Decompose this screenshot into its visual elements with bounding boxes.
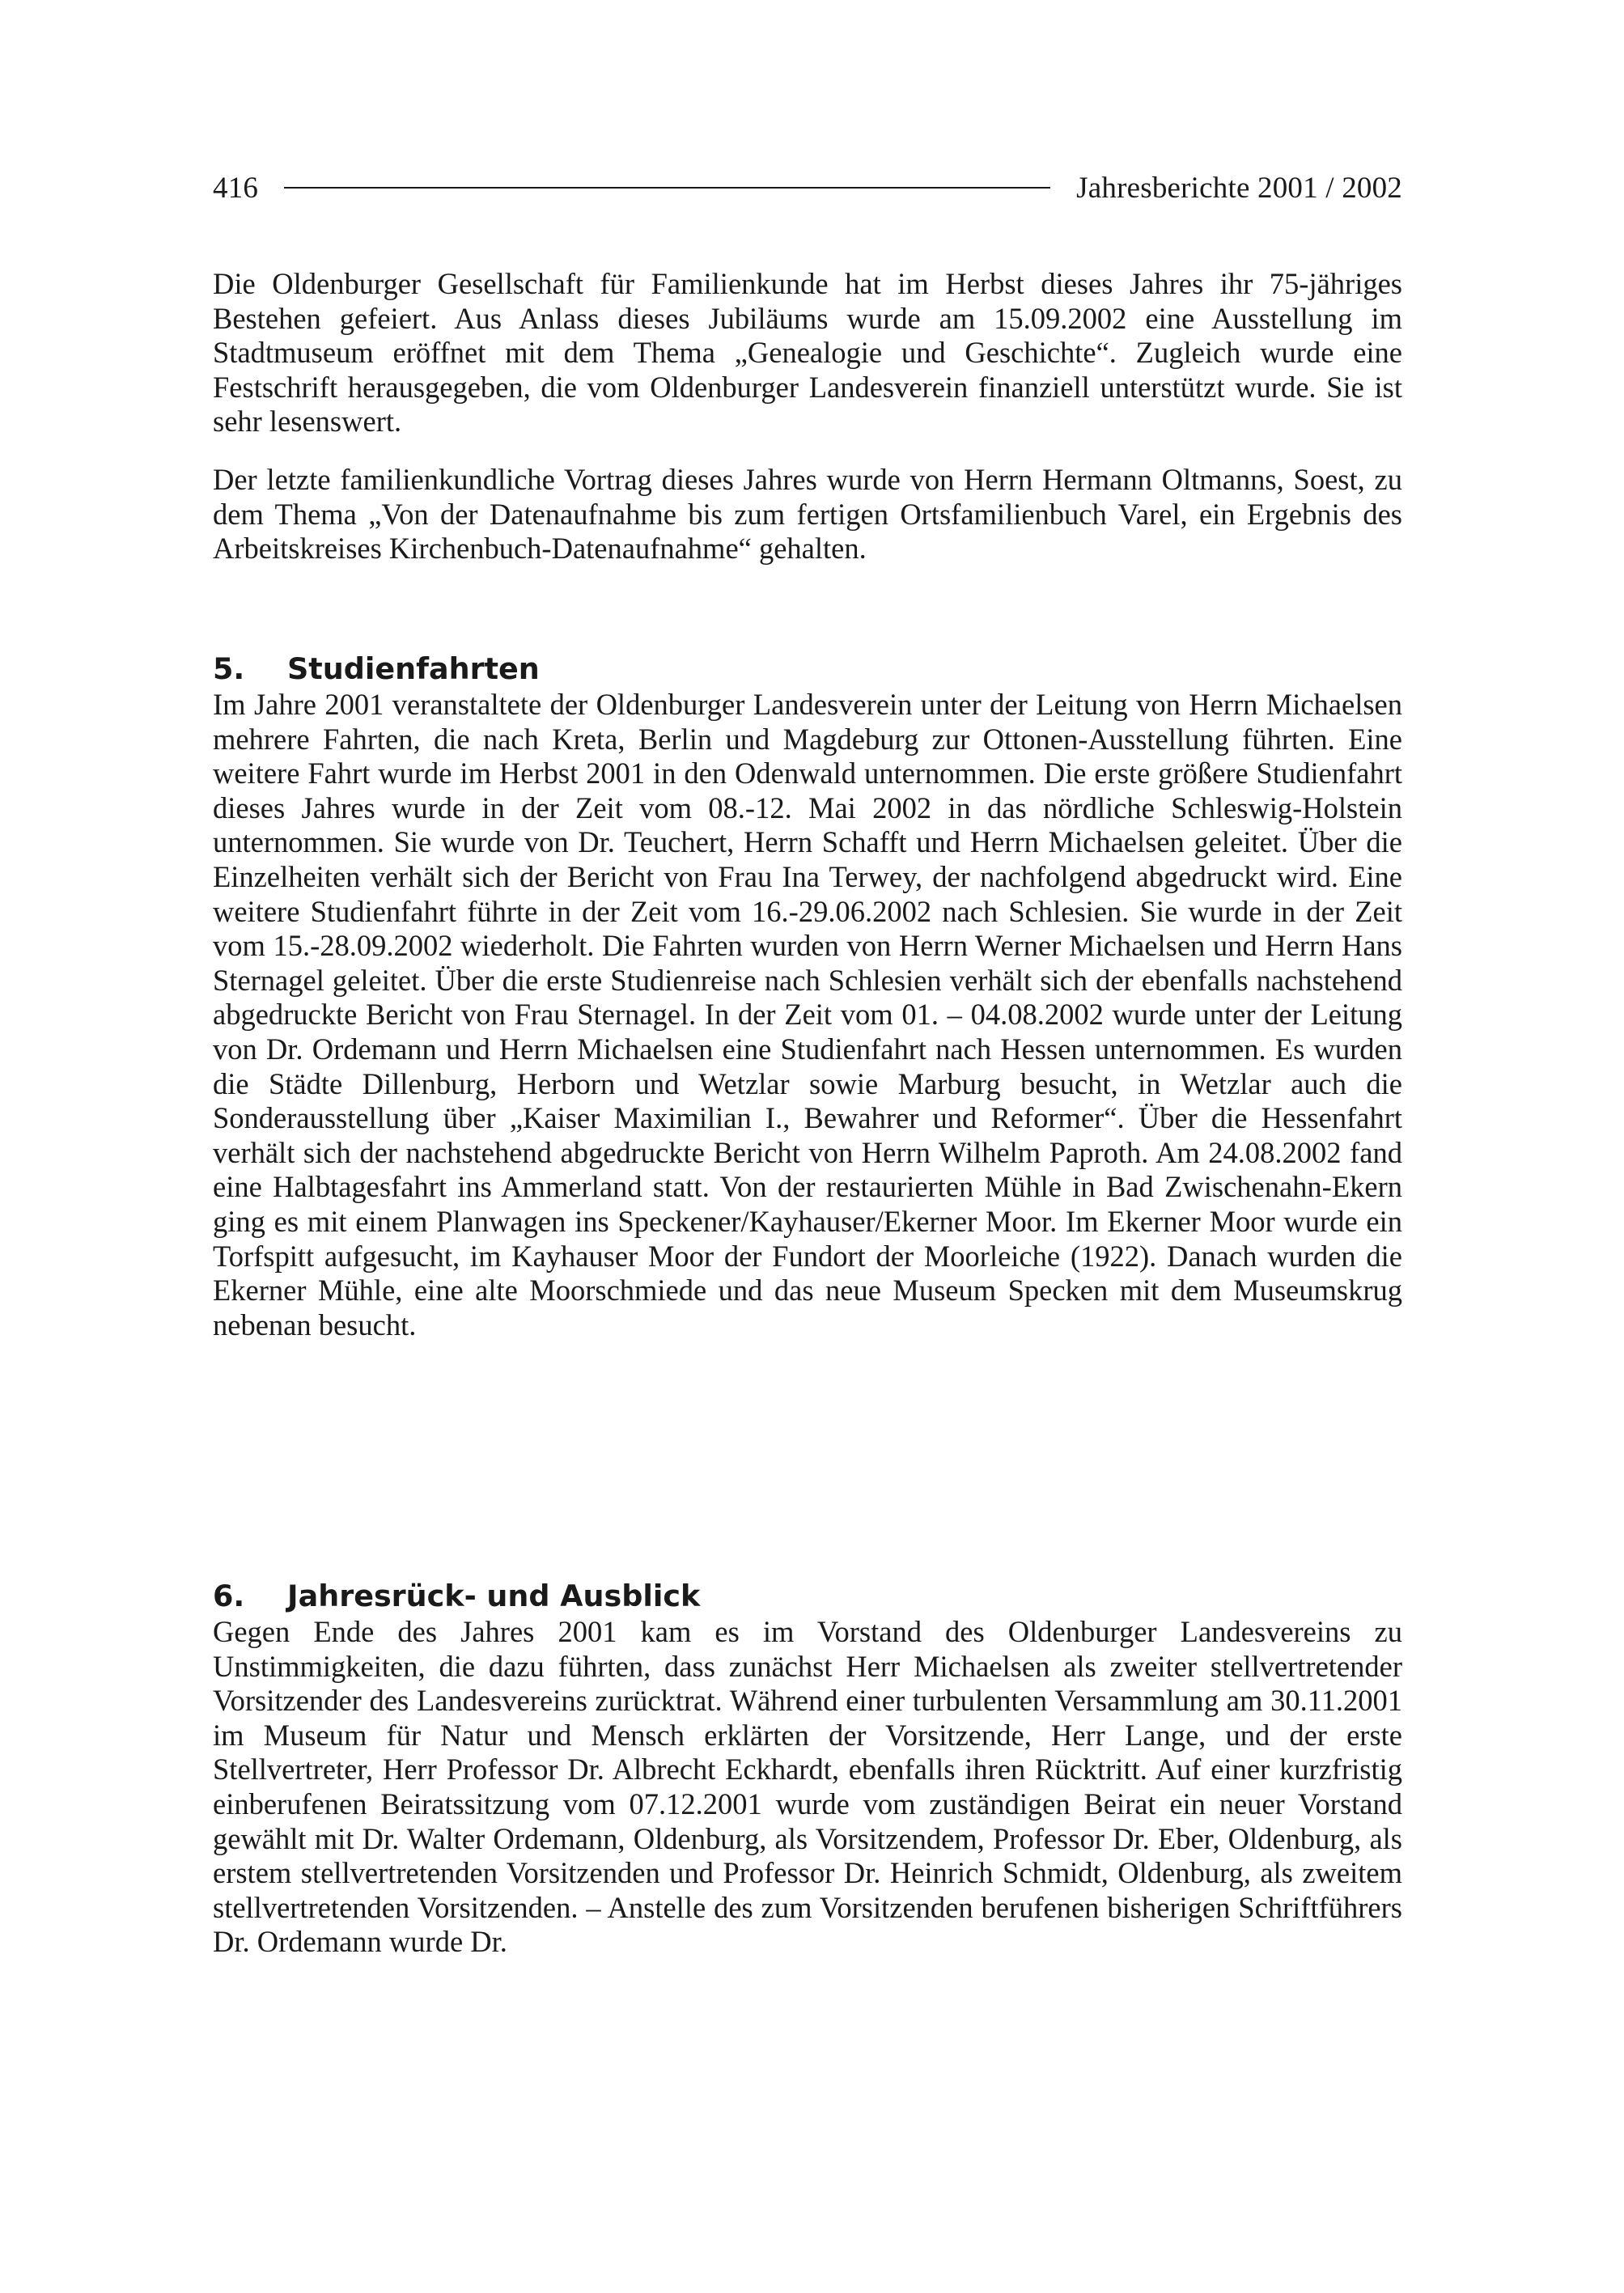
section-number: 6.	[213, 1579, 245, 1613]
page-number: 416	[213, 171, 259, 205]
header-rule	[284, 187, 1050, 189]
running-title: Jahresberichte 2001 / 2002	[1076, 171, 1402, 205]
running-header	[213, 164, 1402, 211]
section-title: Jahresrück- und Ausblick	[287, 1579, 701, 1613]
paragraph-vortrag: Der letzte familienkundliche Vortrag dieses Jahres wurde von Herrn Hermann Oltmanns, Soest, zu dem Thema „Von der Datenaufnahme bis zum fertigen Ortsfamilienbuch Varel, ein Ergebnis des Arbeitskreises Kirchenbuch-Datenaufnahme“ gehalten.	[213, 463, 1402, 566]
paragraph-familienkunde: Die Oldenburger Gesellschaft für Familienkunde hat im Herbst dieses Jahres ihr 75-jähriges Bestehen gefeiert. Aus Anlass dieses Jubiläums wurde am 15.09.2002 eine Ausstellung im Stadtmuseum eröffnet mit dem Thema „Genealogie und Geschichte“. Zugleich wurde eine Festschrift herausgegeben, die vom Oldenburger Landesverein finanziell unterstützt wurde. Sie ist sehr lesenswert.	[213, 267, 1402, 439]
section-body-jahresrueckblick: Gegen Ende des Jahres 2001 kam es im Vorstand des Oldenburger Landesvereins zu Unstimmigkeiten, die dazu führten, dass zunächst Herr Michaelsen als zweiter stellvertretender Vorsitzender des Landesvereins zurücktrat. Während einer turbulenten Versammlung am 30.11.2001 im Museum für Natur und Mensch erklärten der Vorsitzende, Herr Lange, und der erste Stellvertreter, Herr Professor Dr. Albrecht Eckhardt, ebenfalls ihren Rücktritt. Auf einer kurzfristig einberufenen Beiratssitzung vom 07.12.2001 wurde vom zuständigen Beirat ein neuer Vorstand gewählt mit Dr. Walter Ordemann, Oldenburg, als Vorsitzendem, Professor Dr. Eber, Oldenburg, als erstem stellvertretenden Vorsitzenden und Professor Dr. Heinrich Schmidt, Oldenburg, als zweitem stellvertretenden Vorsitzenden. – Anstelle des zum Vorsitzenden berufenen bisherigen Schriftführers Dr. Ordemann wurde Dr.	[213, 1615, 1402, 1959]
section-body-studienfahrten: Im Jahre 2001 veranstaltete der Oldenburger Landesverein unter der Leitung von Herrn Michaelsen mehrere Fahrten, die nach Kreta, Berlin und Magdeburg zur Ottonen-Ausstellung führten. Eine weitere Fahrt wurde im Herbst 2001 in den Odenwald unternommen. Die erste größere Studienfahrt dieses Jahres wurde in der Zeit vom 08.-12. Mai 2002 in das nördliche Schleswig-Holstein unternommen. Sie wurde von Dr. Teuchert, Herrn Schafft und Herrn Michaelsen geleitet. Über die Einzelheiten verhält sich der Bericht von Frau Ina Terwey, der nachfolgend abgedruckt wird. Eine weitere Studienfahrt führte in der Zeit vom 16.-29.06.2002 nach Schlesien. Sie wurde in der Zeit vom 15.-28.09.2002 wiederholt. Die Fahrten wurden von Herrn Werner Michaelsen und Herrn Hans Sternagel geleitet. Über die erste Studienreise nach Schlesien verhält sich der ebenfalls nachstehend abgedruckte Bericht von Frau Sternagel. In der Zeit vom 01. – 04.08.2002 wurde unter der Leitung von Dr. Ordemann und Herrn Michaelsen eine Studienfahrt nach Hessen unternommen. Es wurden die Städte Dillenburg, Herborn und Wetzlar sowie Marburg besucht, in Wetzlar auch die Sonderausstellung über „Kaiser Maximilian I., Bewahrer und Reformer“. Über die Hessenfahrt verhält sich der nachstehend abgedruckte Bericht von Herrn Wilhelm Paproth. Am 24.08.2002 fand eine Halbtagesfahrt ins Ammerland statt. Von der restaurierten Mühle in Bad Zwischenahn-Ekern ging es mit einem Planwagen ins Speckener/Kayhauser/Ekerner Moor. Im Ekerner Moor wurde ein Torfspitt aufgesucht, im Kayhauser Moor der Fundort der Moorleiche (1922). Danach wurden die Ekerner Mühle, eine alte Moorschmiede und das neue Museum Specken mit dem Museumskrug nebenan besucht.	[213, 688, 1402, 1341]
section-title: Studienfahrten	[287, 651, 540, 686]
section-number: 5.	[213, 651, 245, 686]
section-heading-6	[213, 1579, 1402, 1614]
section-heading-5	[213, 652, 1402, 687]
